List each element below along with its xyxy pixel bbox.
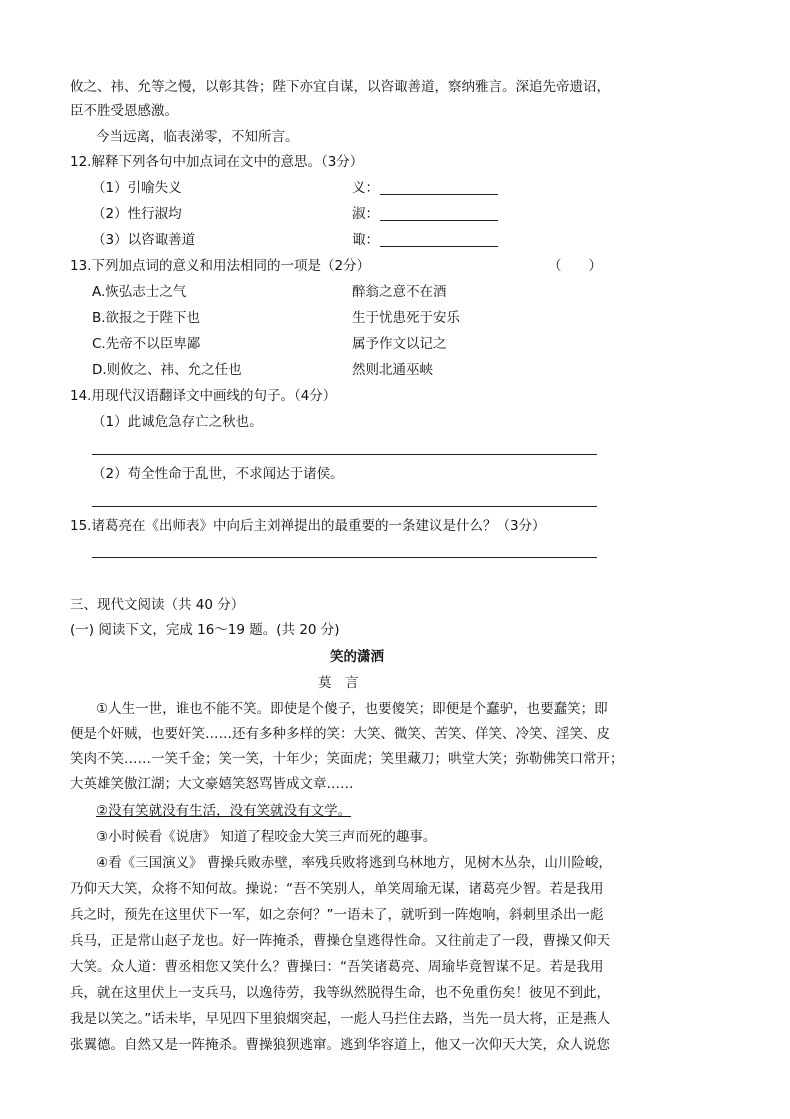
option-a-pair: 醉翁之意不在酒 xyxy=(352,284,447,300)
answer-blank[interactable] xyxy=(380,246,498,247)
article-author: 莫 言 xyxy=(318,675,359,691)
text-line: 攸之、祎、允等之慢，以彰其咎；陛下亦宜自谋，以咨诹善道，察纳雅言。深追先帝遗诏， xyxy=(70,79,610,95)
question-12-stem: 12.解释下列各句中加点词在文中的意思。（3分） xyxy=(70,154,364,170)
paragraph-1: 大英雄笑傲江湖；大文豪嬉笑怒骂皆成文章…… xyxy=(70,776,354,792)
q12-item-1: （1）引喻失义 xyxy=(92,180,182,196)
text-line: 今当远离，临表涕零，不知所言。 xyxy=(96,129,299,145)
paragraph-4: 兵，就在这里伏上一支兵马，以逸待劳，我等纵然脱得生命，也不免重伤矣！彼见不到此， xyxy=(70,985,610,1001)
option-c-pair: 属予作文以记之 xyxy=(352,336,447,352)
question-13-stem: 13.下列加点词的意义和用法相同的一项是（2分） xyxy=(70,258,371,274)
paragraph-4: 大笑。众人道：曹丞相您又笑什么？曹操曰：“吾笑诸葛亮、周瑜毕竟智谋不足。若是我用 xyxy=(70,959,604,975)
q12-item-3: （3）以咨诹善道 xyxy=(92,232,196,248)
paragraph-1: 便是个奸贼，也要奸笑……还有多种多样的笑：大笑、微笑、苦笑、佯笑、冷笑、淫笑、皮 xyxy=(70,726,610,742)
paragraph-3: ③小时候看《说唐》 知道了程咬金大笑三声而死的趣事。 xyxy=(96,829,437,845)
question-14-stem: 14.用现代汉语翻译文中画线的句子。（4分） xyxy=(70,388,337,404)
q14-sentence-2: （2）苟全性命于乱世，不求闻达于诸侯。 xyxy=(92,466,344,482)
q12-item-3-label: 诹： xyxy=(352,232,379,248)
answer-line[interactable] xyxy=(92,506,597,507)
paragraph-4: 兵马，正是常山赵子龙也。好一阵掩杀，曹操仓皇逃得性命。又往前走了一段，曹操又仰天 xyxy=(70,933,610,949)
paragraph-4: 乃仰天大笑，众将不知何故。操说：“吾不笑别人，单笑周瑜无谋，诸葛亮少智。若是我用 xyxy=(70,881,604,897)
paragraph-4: ④看《三国演义》 曹操兵败赤壁，率残兵败将逃到乌林地方，见树木丛杂，山川险峻， xyxy=(96,855,612,871)
question-15-stem: 15.诸葛亮在《出师表》中向后主刘禅提出的最重要的一条建议是什么？（3分） xyxy=(70,518,546,534)
answer-line[interactable] xyxy=(92,454,597,455)
answer-paren[interactable]: （ ） xyxy=(548,258,602,274)
answer-line[interactable] xyxy=(92,557,597,558)
option-b-pair: 生于忧患死于安乐 xyxy=(352,310,460,326)
section-subheading: (一) 阅读下文，完成 16～19 题。(共 20 分) xyxy=(70,622,340,638)
paragraph-1: ①人生一世，谁也不能不笑。即使是个傻子，也要傻笑；即便是个蠢驴，也要蠢笑；即 xyxy=(96,701,608,717)
paragraph-1: 笑肉不笑……一笑千金；笑一笑，十年少；笑面虎；笑里藏刀；哄堂大笑；弥勒佛笑口常开； xyxy=(70,751,624,767)
q12-item-1-label: 义： xyxy=(352,180,379,196)
paragraph-4: 张翼德。自然又是一阵掩杀。曹操狼狈逃窜。逃到华容道上，他又一次仰天大笑，众人说您 xyxy=(70,1037,610,1053)
text-line: 臣不胜受恩感激。 xyxy=(70,103,178,119)
q12-item-2-label: 淑： xyxy=(352,206,379,222)
paragraph-2-underlined: ②没有笑就没有生活，没有笑就没有文学。 xyxy=(96,803,352,819)
answer-blank[interactable] xyxy=(380,194,498,195)
q12-item-2: （2）性行淑均 xyxy=(92,206,182,222)
option-d-pair: 然则北通巫峡 xyxy=(352,362,433,378)
paragraph-4: 我是以笑之。”话未毕，早见四下里狼烟突起，一彪人马拦住去路，当先一员大将，正是燕人 xyxy=(70,1011,611,1027)
paragraph-4: 兵之时，预先在这里伏下一军，如之奈何？”一语未了，就听到一阵炮响，斜刺里杀出一彪 xyxy=(70,907,604,923)
option-b: B.欲报之于陛下也 xyxy=(92,310,201,326)
option-c: C.先帝不以臣卑鄙 xyxy=(92,336,201,352)
q14-sentence-1: （1）此诚危急存亡之秋也。 xyxy=(92,414,263,430)
article-title: 笑的潇洒 xyxy=(330,649,384,665)
option-d: D.则攸之、祎、允之任也 xyxy=(92,362,242,378)
section-heading: 三、现代文阅读（共 40 分） xyxy=(70,597,245,613)
option-a: A.恢弘志士之气 xyxy=(92,284,187,300)
answer-blank[interactable] xyxy=(380,220,498,221)
